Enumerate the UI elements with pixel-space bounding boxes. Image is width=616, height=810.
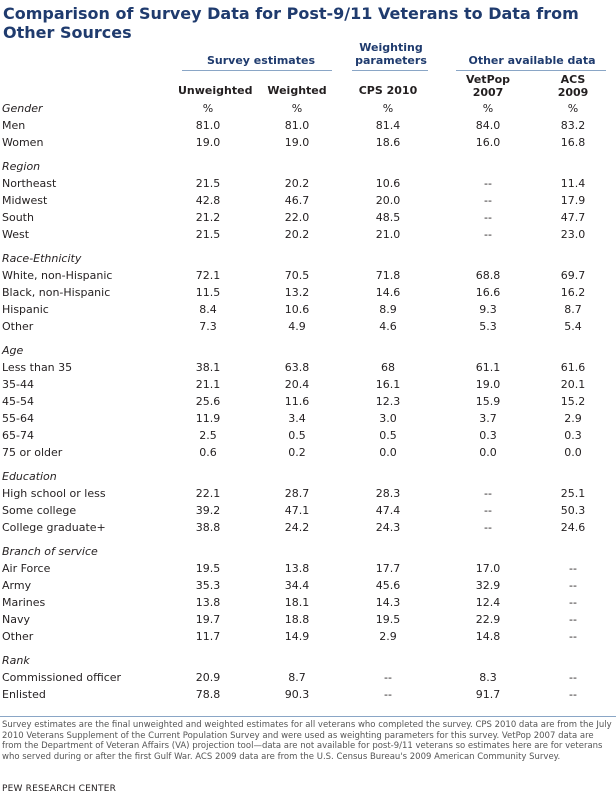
section-header-row bbox=[0, 250, 616, 267]
value-cell: 24.3 bbox=[375, 521, 401, 534]
value-cell: 0.3 bbox=[479, 429, 497, 442]
value-cell: 8.9 bbox=[379, 303, 397, 316]
value-cell: 3.4 bbox=[288, 412, 306, 425]
value-cell: 12.4 bbox=[475, 596, 501, 609]
table-row bbox=[0, 284, 616, 301]
row-label: Women bbox=[2, 136, 44, 149]
value-cell: 3.0 bbox=[379, 412, 397, 425]
table-bottom-rule bbox=[0, 716, 616, 717]
value-cell: 16.2 bbox=[560, 286, 586, 299]
table-row bbox=[0, 393, 616, 410]
value-cell: 3.7 bbox=[479, 412, 497, 425]
unit-cell: % bbox=[202, 102, 214, 115]
value-cell: 19.0 bbox=[284, 136, 310, 149]
value-cell: 4.9 bbox=[288, 320, 306, 333]
value-cell: 0.2 bbox=[288, 446, 306, 459]
value-cell: 22.0 bbox=[284, 211, 310, 224]
table-row bbox=[0, 519, 616, 536]
row-label: South bbox=[2, 211, 34, 224]
table-row bbox=[0, 669, 616, 686]
value-cell: 24.2 bbox=[284, 521, 310, 534]
row-label: High school or less bbox=[2, 487, 106, 500]
value-cell: 28.3 bbox=[375, 487, 401, 500]
value-cell: 11.5 bbox=[195, 286, 221, 299]
value-cell: 10.6 bbox=[375, 177, 401, 190]
value-cell: 72.1 bbox=[195, 269, 221, 282]
survey-estimates-group-header: Survey estimates bbox=[207, 54, 315, 67]
value-cell: 61.1 bbox=[475, 361, 501, 374]
survey-estimates-rule bbox=[182, 70, 332, 71]
section-label: Age bbox=[2, 344, 24, 357]
value-cell: 50.3 bbox=[560, 504, 586, 517]
value-cell: 12.3 bbox=[375, 395, 401, 408]
value-cell: 68 bbox=[381, 361, 395, 374]
value-cell: 15.9 bbox=[475, 395, 501, 408]
unit-cell: % bbox=[382, 102, 394, 115]
value-cell: -- bbox=[484, 177, 492, 190]
weighting-parameters-rule bbox=[352, 70, 428, 71]
value-cell: 20.2 bbox=[284, 228, 310, 241]
table-row bbox=[0, 686, 616, 703]
row-label: 75 or older bbox=[2, 446, 63, 459]
value-cell: 0.0 bbox=[564, 446, 582, 459]
section-header-row bbox=[0, 468, 616, 485]
page-title: Comparison of Survey Data for Post-9/11 Veterans to Data from Other Sources bbox=[3, 4, 579, 42]
table-row bbox=[0, 502, 616, 519]
value-cell: 13.8 bbox=[195, 596, 221, 609]
value-cell: 17.0 bbox=[475, 562, 501, 575]
value-cell: 2.9 bbox=[564, 412, 582, 425]
table-row bbox=[0, 267, 616, 284]
section-header-row bbox=[0, 100, 616, 117]
value-cell: 14.3 bbox=[375, 596, 401, 609]
value-cell: 0.0 bbox=[479, 446, 497, 459]
value-cell: 25.6 bbox=[195, 395, 221, 408]
table-row bbox=[0, 226, 616, 243]
row-label: Midwest bbox=[2, 194, 48, 207]
col-header-cps: CPS 2010 bbox=[358, 84, 418, 97]
row-label: 55-64 bbox=[2, 412, 34, 425]
section-header-row bbox=[0, 543, 616, 560]
value-cell: 24.6 bbox=[560, 521, 586, 534]
value-cell: 16.6 bbox=[475, 286, 501, 299]
value-cell: -- bbox=[569, 579, 577, 592]
value-cell: 71.8 bbox=[375, 269, 401, 282]
row-label: Enlisted bbox=[2, 688, 46, 701]
value-cell: 35.3 bbox=[195, 579, 221, 592]
row-label: Hispanic bbox=[2, 303, 49, 316]
source-note: Survey estimates are the final unweighted and weighted estimates for all veterans who completed the survey. CPS 2010 data are from the July 2010 Veterans Supplement of the Current Population Survey and were used as weighting parameters for this survey. VetPop 2007 data are from the Department of Veteran Affairs (VA) projection tool—data are not available for post-9/11 veterans so estimates here are for veterans who served during or after the first Gulf War. ACS 2009 data are from the U.S. Census Bureau's 2009 American Community Survey. bbox=[2, 720, 612, 762]
section-label: Branch of service bbox=[2, 545, 98, 558]
value-cell: 5.3 bbox=[479, 320, 497, 333]
value-cell: -- bbox=[569, 630, 577, 643]
value-cell: 22.1 bbox=[195, 487, 221, 500]
value-cell: 25.1 bbox=[560, 487, 586, 500]
row-label: Men bbox=[2, 119, 26, 132]
value-cell: 0.0 bbox=[379, 446, 397, 459]
value-cell: 8.3 bbox=[479, 671, 497, 684]
value-cell: 22.9 bbox=[475, 613, 501, 626]
value-cell: 21.2 bbox=[195, 211, 221, 224]
value-cell: 78.8 bbox=[195, 688, 221, 701]
value-cell: 2.5 bbox=[199, 429, 217, 442]
table-row bbox=[0, 209, 616, 226]
table-row bbox=[0, 560, 616, 577]
table-row bbox=[0, 359, 616, 376]
row-label: 65-74 bbox=[2, 429, 34, 442]
value-cell: 0.5 bbox=[379, 429, 397, 442]
value-cell: 28.7 bbox=[284, 487, 310, 500]
value-cell: 38.8 bbox=[195, 521, 221, 534]
section-header-row bbox=[0, 342, 616, 359]
value-cell: 81.0 bbox=[195, 119, 221, 132]
table-row bbox=[0, 485, 616, 502]
value-cell: -- bbox=[569, 688, 577, 701]
row-label: Other bbox=[2, 630, 34, 643]
value-cell: 20.4 bbox=[284, 378, 310, 391]
value-cell: 81.0 bbox=[284, 119, 310, 132]
value-cell: 13.8 bbox=[284, 562, 310, 575]
value-cell: 70.5 bbox=[284, 269, 310, 282]
value-cell: 84.0 bbox=[475, 119, 501, 132]
value-cell: 19.7 bbox=[195, 613, 221, 626]
value-cell: -- bbox=[569, 671, 577, 684]
table-row bbox=[0, 376, 616, 393]
value-cell: 0.5 bbox=[288, 429, 306, 442]
value-cell: 16.0 bbox=[475, 136, 501, 149]
value-cell: 38.1 bbox=[195, 361, 221, 374]
weighting-parameters-group-header: Weighting parameters bbox=[355, 41, 427, 67]
value-cell: 9.3 bbox=[479, 303, 497, 316]
value-cell: -- bbox=[384, 671, 392, 684]
value-cell: 21.0 bbox=[375, 228, 401, 241]
value-cell: 61.6 bbox=[560, 361, 586, 374]
value-cell: 11.9 bbox=[195, 412, 221, 425]
value-cell: 39.2 bbox=[195, 504, 221, 517]
row-label: Navy bbox=[2, 613, 30, 626]
value-cell: 47.1 bbox=[284, 504, 310, 517]
value-cell: 11.4 bbox=[560, 177, 586, 190]
value-cell: 69.7 bbox=[560, 269, 586, 282]
value-cell: 42.8 bbox=[195, 194, 221, 207]
value-cell: -- bbox=[569, 596, 577, 609]
row-label: Marines bbox=[2, 596, 46, 609]
value-cell: 10.6 bbox=[284, 303, 310, 316]
table-row bbox=[0, 192, 616, 209]
table-title-bar bbox=[0, 0, 616, 48]
value-cell: 18.6 bbox=[375, 136, 401, 149]
value-cell: 16.1 bbox=[375, 378, 401, 391]
value-cell: 0.3 bbox=[564, 429, 582, 442]
table-row bbox=[0, 611, 616, 628]
other-data-group-header: Other available data bbox=[468, 54, 596, 67]
value-cell: 21.5 bbox=[195, 228, 221, 241]
value-cell: 20.0 bbox=[375, 194, 401, 207]
row-label: West bbox=[2, 228, 30, 241]
value-cell: 90.3 bbox=[284, 688, 310, 701]
value-cell: 8.7 bbox=[288, 671, 306, 684]
value-cell: 20.9 bbox=[195, 671, 221, 684]
row-label: Other bbox=[2, 320, 34, 333]
value-cell: 20.1 bbox=[560, 378, 586, 391]
table-row bbox=[0, 577, 616, 594]
value-cell: 19.5 bbox=[195, 562, 221, 575]
value-cell: 0.6 bbox=[199, 446, 217, 459]
value-cell: 14.8 bbox=[475, 630, 501, 643]
value-cell: 21.5 bbox=[195, 177, 221, 190]
table-row bbox=[0, 410, 616, 427]
value-cell: -- bbox=[569, 613, 577, 626]
row-label: Some college bbox=[2, 504, 77, 517]
value-cell: 11.7 bbox=[195, 630, 221, 643]
section-label: Region bbox=[2, 160, 41, 173]
section-label: Education bbox=[2, 470, 57, 483]
table-row bbox=[0, 444, 616, 461]
value-cell: -- bbox=[384, 688, 392, 701]
row-label: White, non-Hispanic bbox=[2, 269, 113, 282]
value-cell: 34.4 bbox=[284, 579, 310, 592]
value-cell: 14.6 bbox=[375, 286, 401, 299]
row-label: Air Force bbox=[2, 562, 51, 575]
section-header-row bbox=[0, 158, 616, 175]
section-header-row bbox=[0, 652, 616, 669]
value-cell: 46.7 bbox=[284, 194, 310, 207]
value-cell: 5.4 bbox=[564, 320, 582, 333]
value-cell: 11.6 bbox=[284, 395, 310, 408]
table-row bbox=[0, 427, 616, 444]
value-cell: 81.4 bbox=[375, 119, 401, 132]
value-cell: -- bbox=[484, 211, 492, 224]
table-row bbox=[0, 117, 616, 134]
value-cell: 2.9 bbox=[379, 630, 397, 643]
value-cell: 19.0 bbox=[475, 378, 501, 391]
value-cell: 83.2 bbox=[560, 119, 586, 132]
value-cell: 8.4 bbox=[199, 303, 217, 316]
value-cell: 47.4 bbox=[375, 504, 401, 517]
value-cell: 8.7 bbox=[564, 303, 582, 316]
row-label: Army bbox=[2, 579, 32, 592]
col-header-vetpop: VetPop 2007 bbox=[465, 73, 511, 99]
value-cell: 16.8 bbox=[560, 136, 586, 149]
row-label: Less than 35 bbox=[2, 361, 73, 374]
value-cell: -- bbox=[484, 487, 492, 500]
value-cell: 48.5 bbox=[375, 211, 401, 224]
value-cell: 32.9 bbox=[475, 579, 501, 592]
table-row bbox=[0, 134, 616, 151]
value-cell: 15.2 bbox=[560, 395, 586, 408]
value-cell: 19.5 bbox=[375, 613, 401, 626]
value-cell: 13.2 bbox=[284, 286, 310, 299]
value-cell: -- bbox=[484, 194, 492, 207]
value-cell: -- bbox=[484, 521, 492, 534]
value-cell: 7.3 bbox=[199, 320, 217, 333]
col-header-weighted: Weighted bbox=[267, 84, 327, 97]
col-header-unweighted: Unweighted bbox=[178, 84, 253, 97]
value-cell: 18.1 bbox=[284, 596, 310, 609]
value-cell: 4.6 bbox=[379, 320, 397, 333]
table-row bbox=[0, 175, 616, 192]
row-label: 45-54 bbox=[2, 395, 34, 408]
row-label: Commissioned officer bbox=[2, 671, 122, 684]
row-label: Northeast bbox=[2, 177, 57, 190]
value-cell: 23.0 bbox=[560, 228, 586, 241]
value-cell: 68.8 bbox=[475, 269, 501, 282]
unit-cell: % bbox=[291, 102, 303, 115]
row-label: College graduate+ bbox=[2, 521, 106, 534]
value-cell: -- bbox=[484, 228, 492, 241]
table-row bbox=[0, 628, 616, 645]
value-cell: 20.2 bbox=[284, 177, 310, 190]
value-cell: 45.6 bbox=[375, 579, 401, 592]
value-cell: 17.7 bbox=[375, 562, 401, 575]
table-row bbox=[0, 594, 616, 611]
other-data-rule bbox=[456, 70, 606, 71]
table-row bbox=[0, 301, 616, 318]
value-cell: 18.8 bbox=[284, 613, 310, 626]
value-cell: 91.7 bbox=[475, 688, 501, 701]
unit-cell: % bbox=[567, 102, 579, 115]
value-cell: 21.1 bbox=[195, 378, 221, 391]
value-cell: -- bbox=[484, 504, 492, 517]
section-label: Race-Ethnicity bbox=[2, 252, 82, 265]
table-row bbox=[0, 318, 616, 335]
row-label: 35-44 bbox=[2, 378, 34, 391]
value-cell: 63.8 bbox=[284, 361, 310, 374]
value-cell: 19.0 bbox=[195, 136, 221, 149]
row-label: Black, non-Hispanic bbox=[2, 286, 111, 299]
value-cell: -- bbox=[569, 562, 577, 575]
value-cell: 17.9 bbox=[560, 194, 586, 207]
value-cell: 47.7 bbox=[560, 211, 586, 224]
unit-cell: % bbox=[482, 102, 494, 115]
section-label: Gender bbox=[2, 102, 43, 115]
section-label: Rank bbox=[2, 654, 30, 667]
value-cell: 14.9 bbox=[284, 630, 310, 643]
col-header-acs: ACS 2009 bbox=[557, 73, 589, 99]
source-credit: PEW RESEARCH CENTER bbox=[2, 784, 117, 794]
